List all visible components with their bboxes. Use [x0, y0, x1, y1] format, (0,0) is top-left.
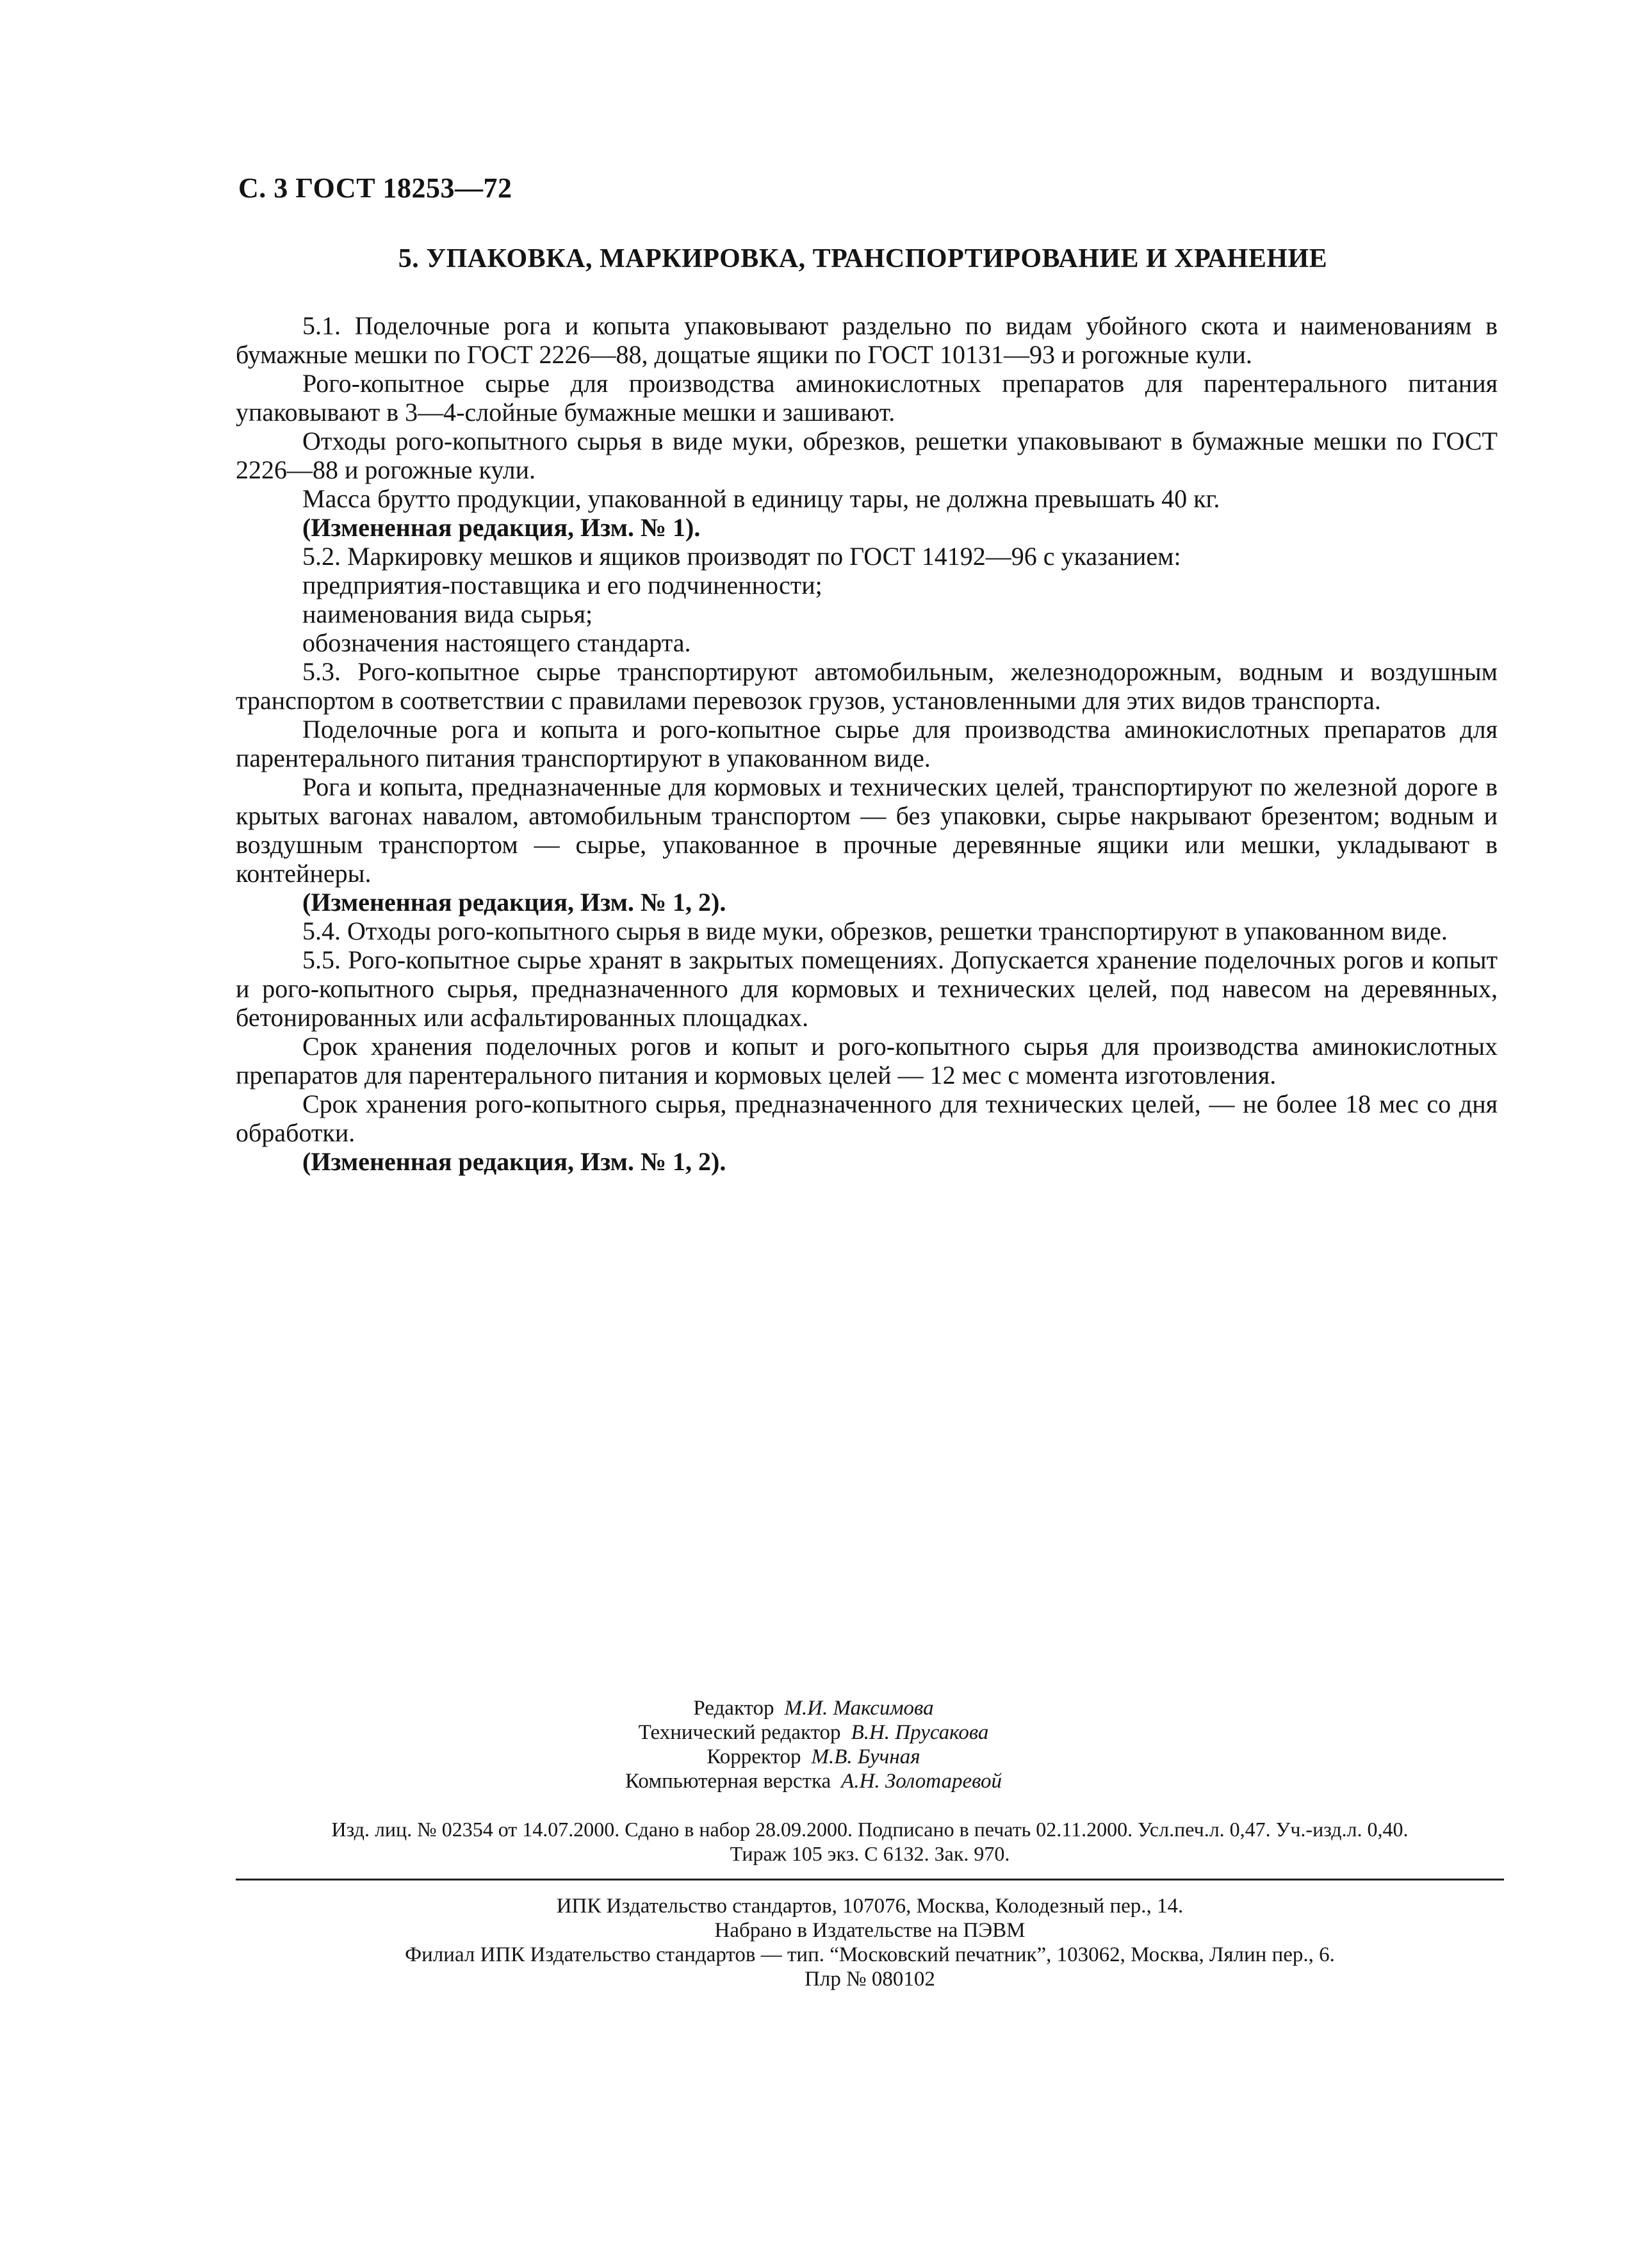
credit-line — [0, 1769, 1627, 1793]
paragraph-5-5: 5.5. Рого-копытное сырье хранят в закрытых помещениях. Допускается хранение поделочных рогов и копыт и рого-копытного сырья, предназначенного для кормовых и технических целей, под навесом на деревянных, бетонированных или асфальтированных площадках. — [236, 945, 1498, 1032]
paragraph: Срок хранения поделочных рогов и копыт и рого-копытного сырья для производства аминокислотных препаратов для парентерального питания и кормовых целей — 12 мес с момента изготовления. — [236, 1032, 1498, 1089]
credit-name: М.В. Бучная — [811, 1745, 920, 1768]
paragraph-5-1: 5.1. Поделочные рога и копыта упаковывают раздельно по видам убойного скота и наименованиям в бумажные мешки по ГОСТ 2226—88, дощатые ящики по ГОСТ 10131—93 и рогожные кули. — [236, 311, 1498, 369]
credit-name: А.Н. Золотаревой — [841, 1770, 1002, 1793]
paragraph: Поделочные рога и копыта и рого-копытное сырье для производства аминокислотных препаратов для парентерального питания транспортируют в упакованном виде. — [236, 715, 1498, 772]
credit-role: Технический редактор — [638, 1721, 841, 1744]
credit-line — [0, 1696, 1627, 1720]
publisher-line: ИПК Издательство стандартов, 107076, Москва, Колодезный пер., 14. — [556, 1895, 1184, 1918]
list-item: предприятия-поставщика и его подчиненности; — [302, 571, 822, 600]
credit-role: Компьютерная верстка — [625, 1770, 831, 1793]
credit-name: В.Н. Прусакова — [851, 1721, 989, 1744]
paragraph-5-3: 5.3. Рого-копытное сырье транспортируют автомобильным, железнодорожным, водным и воздушным транспортом в соответствии с правилами перевозок грузов, установленными для этих видов транспорта. — [236, 657, 1498, 715]
amendment-note: (Измененная редакция, Изм. № 1). — [302, 513, 701, 542]
list-item: обозначения настоящего стандарта. — [302, 628, 691, 657]
paragraph: Рога и копыта, предназначенные для кормовых и технических целей, транспортируют по железной дороге в крытых вагонах навалом, автомобильным транспортом — без упаковки, сырье накрывают брезентом; водным и воздушным транспортом — сырье, упакованное в прочные деревянные ящики или мешки, укладывают в контейнеры. — [236, 772, 1498, 888]
list-item: наименования вида сырья; — [302, 600, 593, 628]
divider — [236, 1879, 1504, 1880]
publisher-line: Плр № 080102 — [805, 1968, 935, 1991]
imprint-line: Тираж 105 экз. С 6132. Зак. 970. — [730, 1842, 1010, 1865]
paragraph: Срок хранения рого-копытного сырья, предназначенного для технических целей, — не более 18 мес со дня обработки. — [236, 1089, 1498, 1147]
publisher-line: Набрано в Издательстве на ПЭВМ — [714, 1919, 1026, 1942]
credit-role: Редактор — [693, 1697, 774, 1720]
publisher-block — [236, 1894, 1504, 1991]
page-header: С. 3 ГОСТ 18253—72 — [238, 172, 512, 204]
imprint-line: Изд. лиц. № 02354 от 14.07.2000. Сдано в набор 28.09.2000. Подписано в печать 02.11.2000. Усл.печ.л. 0,47. Уч.-изд.л. 0,40. — [331, 1818, 1409, 1841]
paragraph: Рого-копытное сырье для производства аминокислотных препаратов для парентерального питания упаковывают в 3—4-слойные бумажные мешки и зашивают. — [236, 369, 1498, 427]
amendment-note: (Измененная редакция, Изм. № 1, 2). — [302, 888, 726, 917]
paragraph-5-2: 5.2. Маркировку мешков и ящиков производят по ГОСТ 14192—96 с указанием: — [302, 542, 1181, 571]
credits-block — [0, 1696, 1627, 1793]
credit-line — [0, 1720, 1627, 1745]
credit-role: Корректор — [707, 1745, 801, 1768]
imprint-block — [236, 1817, 1504, 1866]
credit-name: М.И. Максимова — [784, 1697, 934, 1720]
section-body — [236, 311, 1498, 1176]
section-title: 5. УПАКОВКА, МАРКИРОВКА, ТРАНСПОРТИРОВАНИЕ И ХРАНЕНИЕ — [398, 244, 1328, 273]
paragraph-5-4: 5.4. Отходы рого-копытного сырья в виде муки, обрезков, решетки транспортируют в упакованном виде. — [302, 917, 1448, 945]
paragraph: Отходы рого-копытного сырья в виде муки, обрезков, решетки упаковывают в бумажные мешки по ГОСТ 2226—88 и рогожные кули. — [236, 427, 1498, 484]
amendment-note: (Измененная редакция, Изм. № 1, 2). — [302, 1147, 726, 1176]
publisher-line: Филиал ИПК Издательство стандартов — тип. “Московский печатник”, 103062, Москва, Лялин пер., 6. — [405, 1943, 1335, 1966]
credit-line — [0, 1745, 1627, 1769]
paragraph: Масса брутто продукции, упакованной в единицу тары, не должна превышать 40 кг. — [302, 484, 1220, 513]
